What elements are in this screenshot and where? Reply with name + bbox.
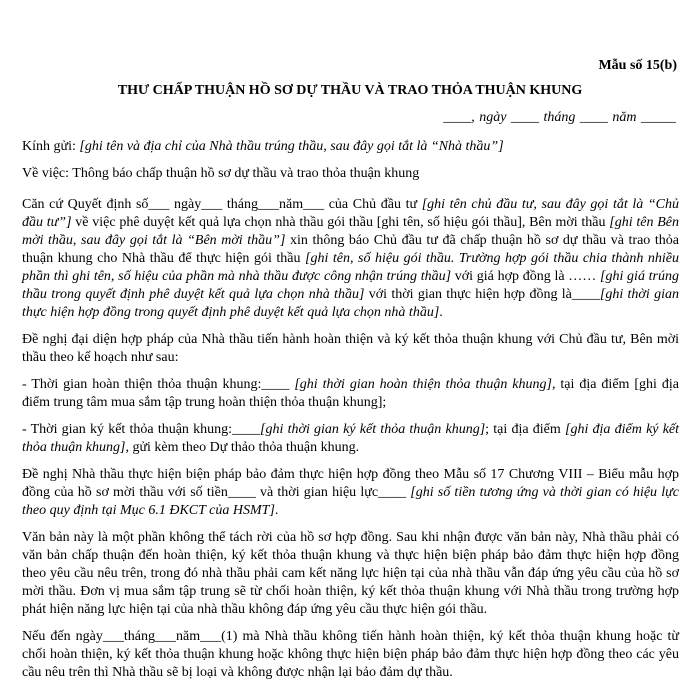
- italic-run: [ghi tên Bên mời thầu, sau đây gọi tắt là “Bên mời thầu”]: [22, 215, 679, 248]
- paragraph-completion-time: [22, 376, 679, 412]
- text-run: với thời gian thực hiện hợp đồng là____: [364, 287, 600, 302]
- italic-run: [ghi giá trúng thầu trong quyết định phê duyệt kết quả lựa chọn nhà thầu]: [22, 269, 680, 302]
- text-run: xin thông báo Chủ đầu tư đã chấp thuận hồ sơ dự thầu và trao thỏa thuận khung cho Nhà thầu để thực hiện gói thầu: [22, 233, 679, 266]
- recipient-line: [22, 138, 679, 156]
- paragraph-guarantee: [22, 466, 679, 520]
- paragraph-deadline: Nếu đến ngày___tháng___năm___(1) mà Nhà thầu không tiến hành hoàn thiện, ký kết thỏa thuận khung hoặc từ chối hoàn thiện, ký kết thỏa thuận khung hoặc không thực hiện biện pháp bảo đảm thực hiện hợp đồng theo các yêu cầu nêu trên thì Nhà thầu sẽ bị loại và không được nhận lại bảo đảm dự thầu.: [22, 629, 679, 680]
- text-run: .: [439, 305, 443, 320]
- italic-run: ____[ghi thời gian ký kết thỏa thuận khung]: [232, 422, 486, 437]
- date-line: ____, ngày ____ tháng ____ năm _____: [443, 110, 676, 125]
- text-run: .: [274, 503, 279, 518]
- text-run: với giá hợp đồng là ……: [451, 269, 600, 284]
- italic-run: [ghi địa điểm ký kết thỏa thuận khung]: [22, 422, 680, 455]
- italic-run: [ghi tên chủ đầu tư, sau đây gọi tắt là “Chủ đầu tư”]: [22, 197, 679, 230]
- recipient-value: [ghi tên và địa chỉ của Nhà thầu trúng thầu, sau đây gọi tắt là “Nhà thầu”]: [79, 139, 504, 154]
- paragraph-signing-time: [22, 421, 679, 457]
- italic-run: [ghi tên, số hiệu gói thầu. Trường hợp gói thầu chia thành nhiều phần thì ghi tên, số hiệu của phần mà nhà thầu được công nhận trúng thầu]: [22, 251, 679, 284]
- document-body: [22, 138, 679, 691]
- paragraph-request: Đề nghị đại diện hợp pháp của Nhà thầu tiến hành hoàn thiện và ký kết thỏa thuận khung với Chủ đầu tư, Bên mời thầu theo kế hoạch như sau:: [22, 332, 679, 365]
- subject-line: Về việc: Thông báo chấp thuận hồ sơ dự thầu và trao thỏa thuận khung: [22, 166, 420, 181]
- text-run: - Thời gian ký kết thỏa thuận khung:: [22, 422, 233, 437]
- text-run: về việc phê duyệt kết quả lựa chọn nhà thầu gói thầu [ghi tên, số hiệu gói thầu], Bên mời thầu: [71, 215, 610, 230]
- text-run: ; tại địa điểm: [485, 422, 565, 437]
- form-number: Mẫu số 15(b): [598, 58, 677, 73]
- italic-run: [ghi thời gian thực hiện hợp đồng trong quyết định phê duyệt kết quả lựa chọn nhà thầu]: [22, 287, 679, 320]
- text-run: , gửi kèm theo Dự thảo thỏa thuận khung.: [125, 440, 360, 455]
- paragraph-document-part: Văn bản này là một phần không thể tách rời của hồ sơ hợp đồng. Sau khi nhận được văn bản này, Nhà thầu phải có văn bản chấp thuận đến hoàn thiện, ký kết thỏa thuận khung và thực hiện biện pháp bảo đảm thực hiện hợp đồng theo yêu cầu nêu trên, trong đó nhà thầu phải cam kết năng lực hiện tại của nhà thầu vẫn đáp ứng yêu cầu của hồ sơ mời thầu. Đơn vị mua sắm tập trung sẽ từ chối hoàn thiện, ký kết thỏa thuận khung với Nhà thầu trong trường hợp phát hiện năng lực hiện tại của nhà thầu không đáp ứng yêu cầu thực hiện gói thầu.: [22, 530, 679, 617]
- recipient-label: Kính gửi:: [22, 139, 80, 154]
- text-run: , tại địa điểm [ghi địa điểm trung tâm mua sắm tập trung hoàn thiện thỏa thuận khung];: [22, 377, 679, 410]
- italic-run: ____ [ghi thời gian hoàn thiện thỏa thuận khung]: [261, 377, 552, 392]
- paragraph-decision: [22, 196, 679, 322]
- document-title: THƯ CHẤP THUẬN HỒ SƠ DỰ THẦU VÀ TRAO THỎA THUẬN KHUNG: [117, 83, 583, 98]
- text-run: - Thời gian hoàn thiện thỏa thuận khung:: [22, 377, 262, 392]
- italic-run: [ghi số tiền tương ứng và thời gian có hiệu lực theo quy định tại Mục 6.1 ĐKCT của HSMT]: [22, 485, 679, 518]
- text-run: Căn cứ Quyết định số___ ngày___ tháng___năm___ của Chủ đầu tư: [22, 197, 422, 212]
- text-run: Đề nghị Nhà thầu thực hiện biện pháp bảo đảm thực hiện hợp đồng theo Mẫu số 17 Chương VIII – Biểu mẫu hợp đồng của hồ sơ mời thầu với số tiền____ và thời gian hiệu lực____: [22, 467, 679, 500]
